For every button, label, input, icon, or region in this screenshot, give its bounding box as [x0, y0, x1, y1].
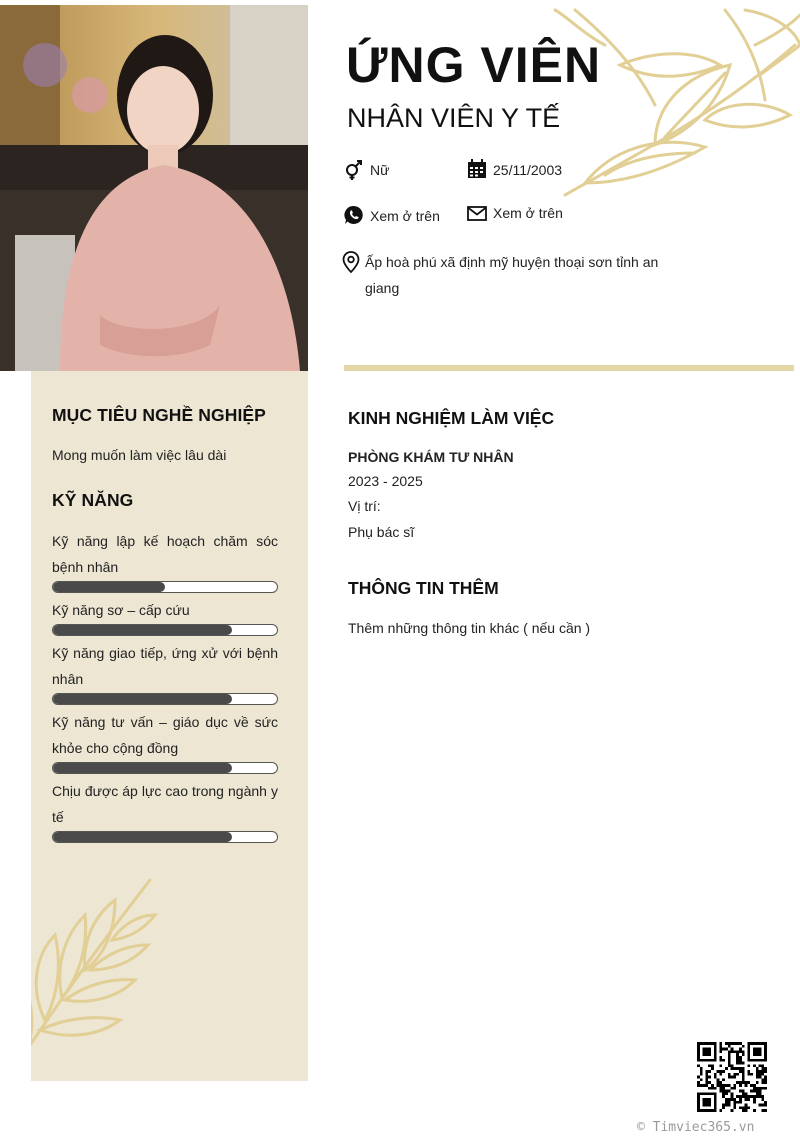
skill-bar [52, 831, 278, 843]
address-info [342, 251, 662, 301]
whatsapp-icon [344, 205, 364, 225]
qr-code [697, 1042, 767, 1112]
skills-title: KỸ NĂNG [52, 490, 134, 510]
candidate-photo [0, 5, 308, 371]
experience-period: 2023 - 2025 [348, 473, 423, 489]
leaf-decoration-bottom [31, 870, 170, 1080]
skill-name: Kỹ năng giao tiếp, ứng xử với bệnh nhân [52, 645, 278, 687]
skill-bar-fill [53, 763, 232, 773]
skill-bar-fill [53, 832, 232, 842]
email-info [467, 203, 563, 223]
candidate-name: ỨNG VIÊN [346, 37, 602, 93]
skill-name: Kỹ năng tư vấn – giáo dục về sức khỏe cho cộng đồng [52, 714, 278, 756]
objective-text: Mong muốn làm việc lâu dài [52, 447, 227, 463]
skill-item [52, 709, 278, 774]
calendar-icon [467, 159, 487, 179]
position-value: Phụ bác sĩ [348, 524, 415, 540]
birthdate-value: 25/11/2003 [493, 162, 563, 178]
header-divider [344, 365, 794, 371]
skill-bar-fill [53, 625, 232, 635]
skill-item [52, 778, 278, 843]
copyright-text: © Timviec365.vn [637, 1120, 755, 1135]
skill-bar-fill [53, 582, 165, 592]
phone-value: Xem ở trên [370, 208, 440, 224]
skill-item [52, 597, 278, 636]
job-title: NHÂN VIÊN Y TẾ [347, 103, 561, 133]
email-icon [467, 203, 487, 223]
gender-info [344, 160, 389, 180]
phone-info [344, 205, 440, 227]
skill-bar-fill [53, 694, 232, 704]
address-value: Ấp hoà phú xã định mỹ huyện thoại sơn tỉnh an giang [365, 254, 659, 296]
objective-title: MỤC TIÊU NGHỀ NGHIỆP [52, 405, 266, 425]
skill-name: Chịu được áp lực cao trong ngành y tế [52, 783, 278, 825]
skills-list [52, 528, 278, 843]
birthdate-info [467, 159, 562, 181]
additional-title: THÔNG TIN THÊM [348, 578, 499, 598]
skill-name: Kỹ năng sơ – cấp cứu [52, 602, 190, 618]
location-pin-icon [342, 251, 360, 273]
skill-item [52, 528, 278, 593]
additional-text: Thêm những thông tin khác ( nếu cần ) [348, 620, 591, 636]
company-name: PHÒNG KHÁM TƯ NHÂN [348, 449, 514, 465]
skill-bar [52, 624, 278, 636]
skill-item [52, 640, 278, 705]
experience-title: KINH NGHIỆM LÀM VIỆC [348, 408, 555, 428]
sidebar [31, 371, 308, 1081]
skill-name: Kỹ năng lập kế hoạch chăm sóc bệnh nhân [52, 533, 278, 575]
gender-icon [344, 160, 364, 180]
skill-bar [52, 581, 278, 593]
email-value: Xem ở trên [493, 205, 563, 221]
gender-value: Nữ [370, 162, 390, 178]
skill-bar [52, 762, 278, 774]
position-label: Vị trí: [348, 498, 381, 514]
skill-bar [52, 693, 278, 705]
